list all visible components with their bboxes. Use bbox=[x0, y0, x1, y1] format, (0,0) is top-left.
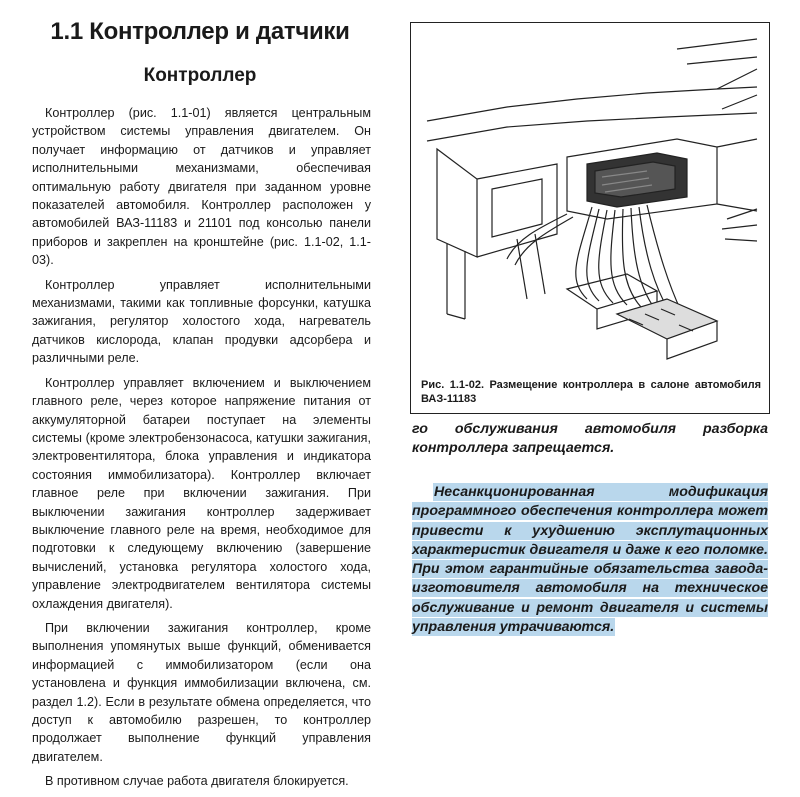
paragraph: Контроллер управляет исполнительными механизмами, такими как топливные форсунки, катушка зажигания, регулятор холостого хода, нагреватель датчиков кислорода, клапан продувки адсорбера и различными реле. bbox=[32, 277, 371, 366]
paragraph: В противном случае работа двигателя блокируется. bbox=[45, 774, 349, 789]
warning-text: Несанкционированная модификация программного обеспечения контроллера может привести к ухудшению эксплутационных характеристик двигателя и даже к его поломке. При этом гарантийные обязательства завода-изготовителя автомобиля на техническое обслуживание и ремонт двигателя и системы управления утрачиваются. bbox=[412, 484, 768, 636]
body-text-column bbox=[32, 104, 371, 797]
section-title: 1.1 Контроллер и датчики bbox=[50, 18, 350, 45]
paragraph: Контроллер управляет включением и выключением главного реле, через которое напряжение питания от аккумуляторной батареи поступает на элементы системы (кроме электробензонасоса, катушки зажигания, электровентилятора, блока управления и индикатора состояния иммобилизатора). Контроллер включает главное реле при включении зажигания. При выключении зажигания контроллер задерживает выключение главного реле на время, необходимое для подготовки к следующему включению (завершение вычислений, установка регулятора холостого хода, управление электродвигателем вентилятора системы охлаждения двигателя). bbox=[32, 375, 371, 611]
figure-controller-location bbox=[410, 22, 770, 414]
subsection-title: Контроллер bbox=[143, 65, 257, 86]
paragraph: Контроллер (рис. 1.1-01) является центральным устройством системы управления двигателем. Он получает информацию от датчиков и управляет исполнительными механизмами, обеспечивая оптимальную работу двигателя при заданном уровне показателей автомобиля. Контроллер расположен у автомобилей ВАЗ-11183 и 21101 под консолью панели приборов и закреплен на кронштейне (рис. 1.1-02, 1.1-03). bbox=[32, 106, 371, 268]
figure-illustration bbox=[417, 29, 763, 369]
continuation-text: го обслуживания автомобиля разборка контроллера запрещается. bbox=[412, 421, 768, 456]
warning-note bbox=[412, 483, 768, 637]
paragraph: При включении зажигания контроллер, кроме выполнения упомянутых выше функций, обменивается информацией с иммобилизатором (если она установлена и функция иммобилизации включена, см. раздел 1.2). Если в результате обмена определяется, что доступ к автомобилю разрешен, то контроллер продолжает выполнение функций управления двигателем. bbox=[32, 620, 371, 764]
figure-caption: Рис. 1.1-02. Размещение контроллера в салоне автомобиля ВАЗ-11183 bbox=[421, 379, 761, 405]
